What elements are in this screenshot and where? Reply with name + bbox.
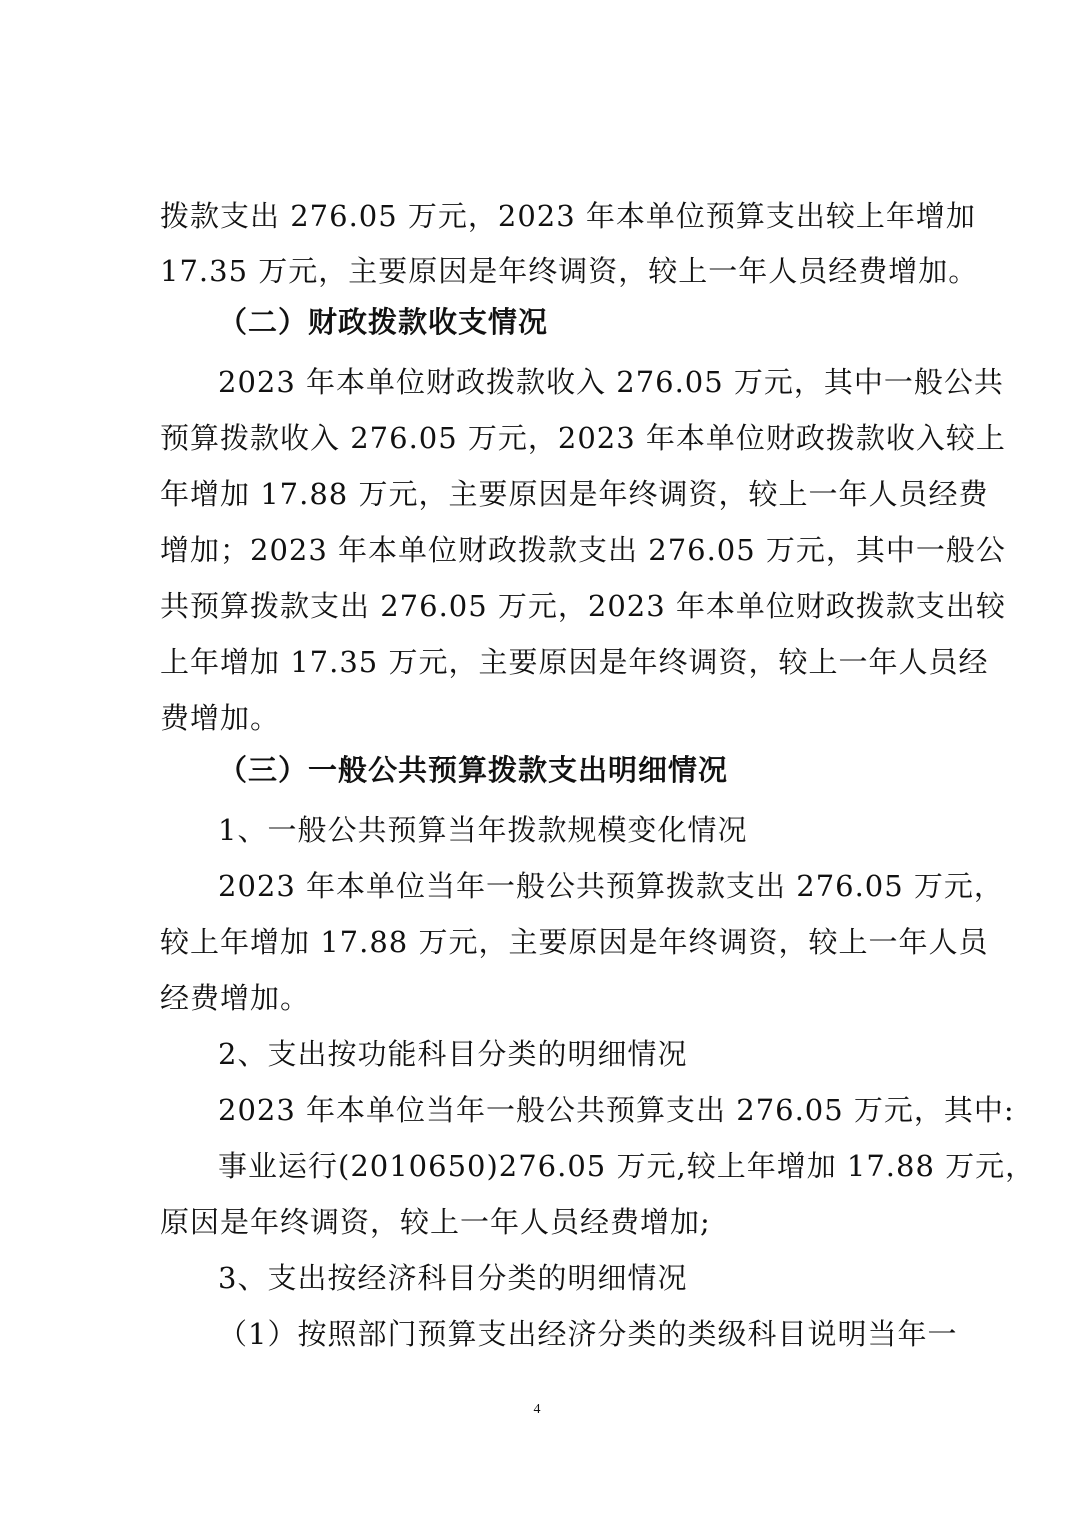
text-line: 经费增加。 (160, 981, 311, 1015)
text-line: 原因是年终调资，较上一年人员经费增加; (160, 1205, 711, 1239)
text-line: 2、支出按功能科目分类的明细情况 (218, 1037, 688, 1071)
section-heading: （三）一般公共预算拨款支出明细情况 (218, 753, 729, 787)
page-number: 4 (533, 1402, 541, 1417)
text-line: 上年增加 17.35 万元，主要原因是年终调资，较上一年人员经 (160, 645, 989, 679)
text-line: 事业运行(2010650)276.05 万元,较上年增加 17.88 万元， (218, 1149, 1036, 1183)
text-line: 2023 年本单位当年一般公共预算支出 276.05 万元，其中: (218, 1093, 1015, 1127)
text-line: 共预算拨款支出 276.05 万元，2023 年本单位财政拨款支出较 (160, 589, 1006, 623)
text-line: 2023 年本单位财政拨款收入 276.05 万元，其中一般公共 (218, 365, 1004, 399)
text-line: 17.35 万元，主要原因是年终调资，较上一年人员经费增加。 (160, 254, 979, 288)
text-line: （1）按照部门预算支出经济分类的类级科目说明当年一 (218, 1317, 958, 1351)
text-line: 年增加 17.88 万元，主要原因是年终调资，较上一年人员经费 (160, 477, 989, 511)
text-line: 2023 年本单位当年一般公共预算拨款支出 276.05 万元， (218, 869, 1004, 903)
section-heading: （二）财政拨款收支情况 (218, 305, 549, 339)
text-line: 1、一般公共预算当年拨款规模变化情况 (218, 813, 748, 847)
text-line: 增加；2023 年本单位财政拨款支出 276.05 万元，其中一般公 (160, 533, 1006, 567)
text-line: 拨款支出 276.05 万元，2023 年本单位预算支出较上年增加 (160, 199, 976, 233)
text-line: 较上年增加 17.88 万元，主要原因是年终调资，较上一年人员 (160, 925, 989, 959)
text-line: 预算拨款收入 276.05 万元，2023 年本单位财政拨款收入较上 (160, 421, 1006, 455)
text-line: 3、支出按经济科目分类的明细情况 (218, 1261, 688, 1295)
text-line: 费增加。 (160, 701, 281, 735)
